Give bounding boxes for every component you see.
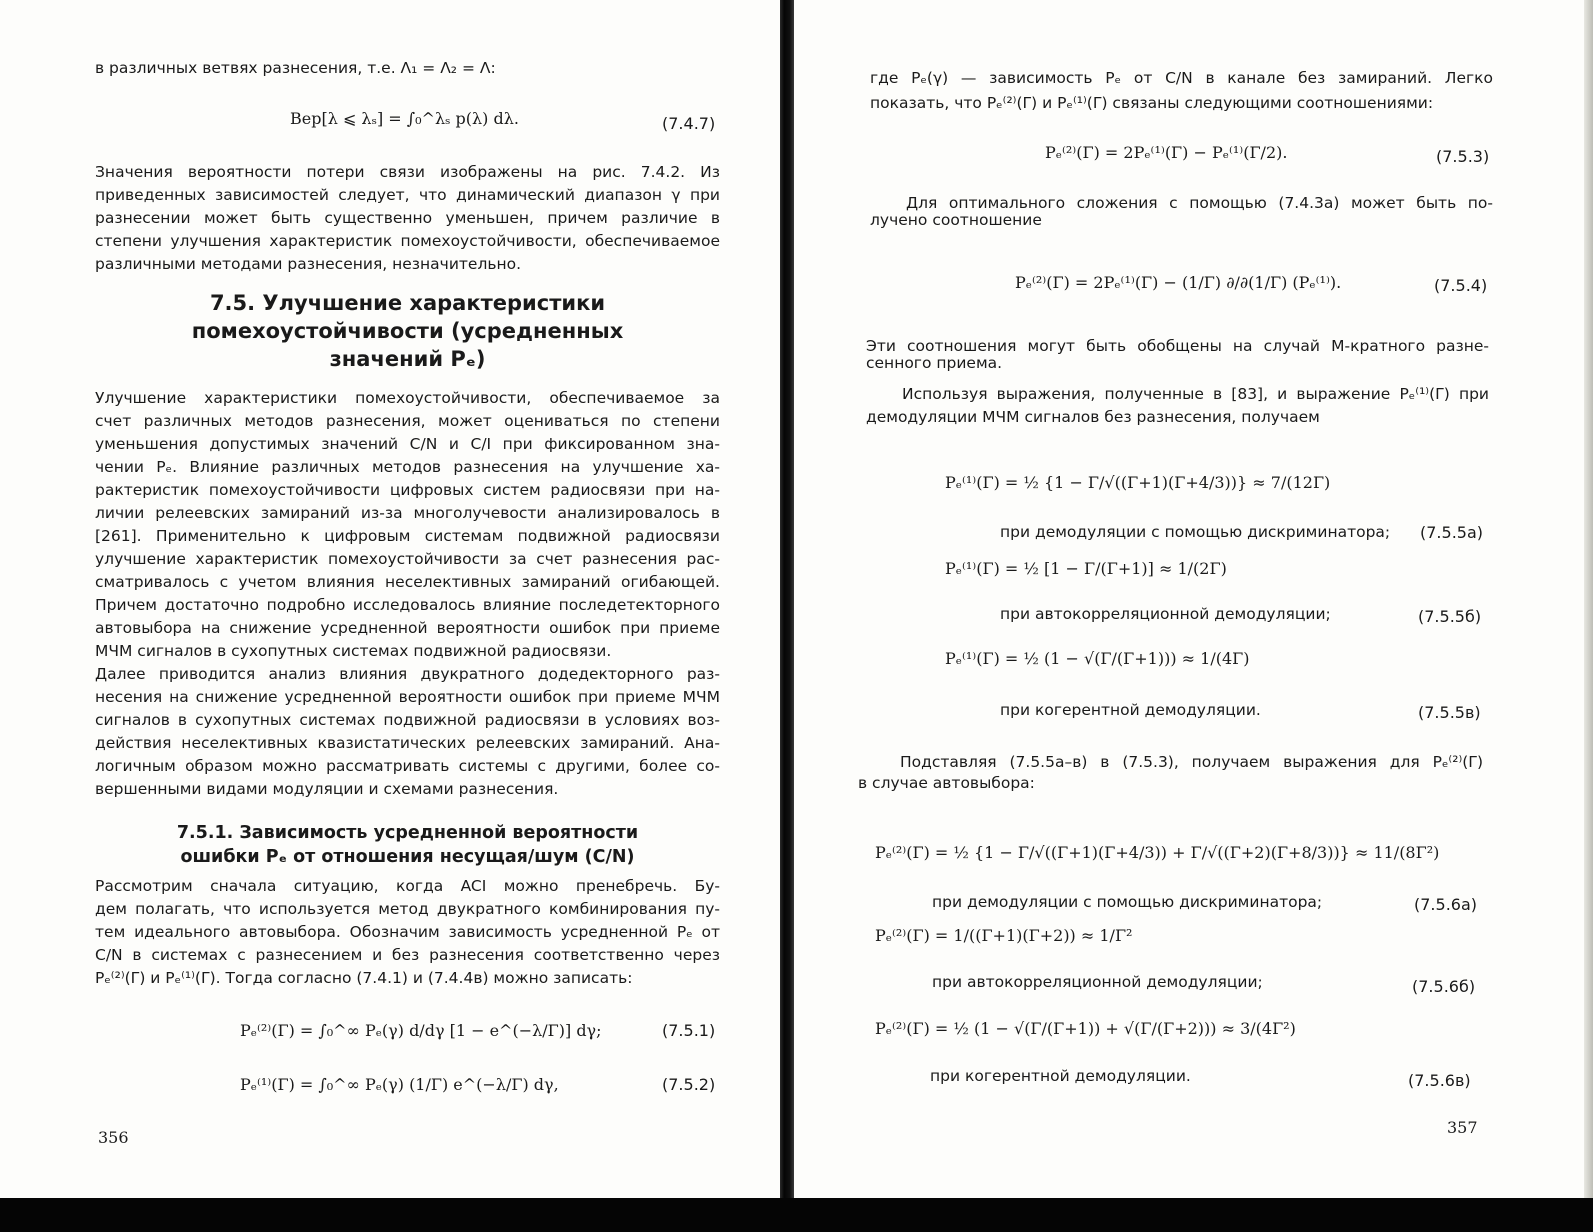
text-line: Используя выражения, полученные в [83], и выражение Pₑ⁽¹⁾(Γ) при [902,385,1489,403]
equation-number: (7.4.7) [662,114,716,133]
text-line: Причем достаточно подробно исследовалось влияние последетекторного [95,596,720,614]
left-page: в различных ветвях разнесения, т.е. Λ₁ = Λ₂ = Λ: Вер[λ ⩽ λₛ] = ∫₀^λₛ p(λ) dλ. (7.4.7) Значения вероятности потери связи изображены на рис. 7.4.2. Из приведенных зависимостей следует, что динамический диапазон γ при разнесении может быть существенно уменьшен, причем различие в степени улучшения характеристик помехоустойчивости, обеспечиваемое различными методами разнесения, незначительно. 7.5. Улучшение характеристики помехоустойчивости (усредненных значений Pₑ) Улучшение характеристики помехоустойчивости, обеспечиваемое за счет различных методов разнесения, может оцениваться по степени уменьшения допустимых значений C/N и C/I при фиксированном зна- чении Pₑ. Влияние различных методов разнесения на улучшение ха- рактеристик помехоустойчивости цифровых систем радиосвязи при на- личии релеевских замираний из-за многолучевости анализировалось в [261]. Применительно к цифровым системам подвижной радиосвязи улучшение характеристик помехоустойчивости за счет разнесения рас- сматривалось с учетом влияния неселективных замираний огибающей. Причем достаточно подробно исследовалось влияние последетекторного автовыбора на снижение усредненной вероятности ошибок при приеме МЧМ сигналов в сухопутных системах подвижной радиосвязи. Далее приводится анализ влияния двукратного додедекторного раз- несения на снижение усредненной вероятности ошибок при приеме МЧМ сигналов в сухопутных системах подвижной радиосвязи в условиях воз- действия неселективных квазистатических релеевских замираний. Ана- логичным образом можно рассматривать системы с другими, более со- вершенными видами модуляции и схемами разнесения. 7.5.1. Зависимость усредненной вероятности ошибки Pₑ от отношения несущая/шум (C/N) Рассмотрим сначала ситуацию, когда ACI можно пренебречь. Бу- дем полагать, что используется метод двукратного комбинирования пу- тем идеального автовыбора. Обозначим зависимость усредненной Pₑ от C/N в системах с разнесением и без разнесения соответственно через Pₑ⁽²⁾(Γ) и Pₑ⁽¹⁾(Γ). Тогда согласно (7.4.1) и (7.4.4в) можно записать: Pₑ⁽²⁾(Γ) = ∫₀^∞ Pₑ(γ) d/dγ [1 − e^(−λ/Γ)] dγ; (7.5.1) Pₑ⁽¹⁾(Γ) = ∫₀^∞ Pₑ(γ) (1/Γ) e^(−λ/Γ) dγ, (7.5.2) 356 [95,59,720,1147]
equation-7-4-7: Вер[λ ⩽ λₛ] = ∫₀^λₛ p(λ) dλ. [290,109,519,128]
text-line: рактеристик помехоустойчивости цифровых систем радиосвязи при на- [95,481,720,499]
equation-caption: при демодуляции с помощью дискриминатора; [932,893,1323,911]
text-line: вершенными видами модуляции и схемами разнесения. [95,780,559,798]
text-line: несения на снижение усредненной вероятности ошибок при приеме МЧМ [95,688,720,706]
equation-number: (7.5.5а) [1420,523,1483,542]
text-line: где Pₑ(γ) — зависимость Pₑ от C/N в канале без замираний. Легко [870,69,1493,87]
text-line: сматривалось с учетом влияния неселективных замираний огибающей. [95,573,720,591]
equation-caption: при автокорреляционной демодуляции; [1000,605,1331,623]
equation-7-5-1: Pₑ⁽²⁾(Γ) = ∫₀^∞ Pₑ(γ) d/dγ [1 − e^(−λ/Γ)] dγ; [240,1021,602,1040]
page-edge [1584,0,1593,1232]
equation-7-5-5c: Pₑ⁽¹⁾(Γ) = ½ (1 − √(Γ/(Γ+1))) ≈ 1/(4Γ) [945,649,1250,668]
equation-number: (7.5.1) [662,1021,716,1040]
equation-7-5-6b: Pₑ⁽²⁾(Γ) = 1/((Γ+1)(Γ+2)) ≈ 1/Γ² [875,926,1133,945]
text-line: C/N в системах с разнесением и без разнесения соответственно через [95,946,720,964]
text-line: приведенных зависимостей следует, что динамический диапазон γ при [95,186,720,204]
text-line: в случае автовыбора: [858,774,1035,792]
text-line: Эти соотношения могут быть обобщены на случай M-кратного разне- [866,337,1489,355]
equation-number: (7.5.4) [1434,276,1488,295]
equation-number: (7.5.2) [662,1075,716,1094]
text-line: показать, что Pₑ⁽²⁾(Γ) и Pₑ⁽¹⁾(Γ) связаны следующими соотношениями: [870,94,1434,112]
text-line: Рассмотрим сначала ситуацию, когда ACI можно пренебречь. Бу- [95,877,720,895]
equation-7-5-6c: Pₑ⁽²⁾(Γ) = ½ (1 − √(Γ/(Γ+1)) + √(Γ/(Γ+2))) ≈ 3/(4Γ²) [875,1019,1296,1038]
equation-caption: при демодуляции с помощью дискриминатора; [1000,523,1391,541]
text-line: улучшение характеристик помехоустойчивости за счет разнесения рас- [95,550,720,568]
text-line: разнесении может быть существенно уменьшен, причем различие в [95,209,720,227]
text-line: счет различных методов разнесения, может оцениваться по степени [95,412,720,430]
equation-caption: при когерентной демодуляции. [1000,701,1261,719]
text-line: Для оптимального сложения с помощью (7.4.3а) может быть по- [906,194,1493,212]
equation-number: (7.5.5б) [1418,607,1482,626]
equation-7-5-2: Pₑ⁽¹⁾(Γ) = ∫₀^∞ Pₑ(γ) (1/Γ) e^(−λ/Γ) dγ, [240,1075,559,1094]
text-line: степени улучшения характеристик помехоустойчивости, обеспечиваемое [95,232,720,250]
text-line: тем идеального автовыбора. Обозначим зависимость усредненной Pₑ от [95,923,720,941]
page-number: 356 [98,1128,129,1147]
equation-number: (7.5.6в) [1408,1071,1471,1090]
equation-7-5-3: Pₑ⁽²⁾(Γ) = 2Pₑ⁽¹⁾(Γ) − Pₑ⁽¹⁾(Γ/2). [1045,143,1288,162]
text-line: Далее приводится анализ влияния двукратного додедекторного раз- [95,665,720,683]
text-line: уменьшения допустимых значений C/N и C/I при фиксированном зна- [95,435,720,453]
text-line: Значения вероятности потери связи изображены на рис. 7.4.2. Из [95,163,720,181]
equation-7-5-5b: Pₑ⁽¹⁾(Γ) = ½ [1 − Γ/(Γ+1)] ≈ 1/(2Γ) [945,559,1227,578]
text-line: различными методами разнесения, незначительно. [95,255,522,273]
text-line: чении Pₑ. Влияние различных методов разнесения на улучшение ха- [95,458,720,476]
text-line: демодуляции МЧМ сигналов без разнесения, получаем [866,408,1320,426]
book-spine [780,0,794,1232]
equation-7-5-6a: Pₑ⁽²⁾(Γ) = ½ {1 − Γ/√((Γ+1)(Γ+4/3)) + Γ/√((Γ+2)(Γ+8/3))} ≈ 11/(8Γ²) [875,843,1440,862]
text-line: сенного приема. [866,354,1003,372]
page-number: 357 [1447,1118,1478,1137]
equation-caption: при когерентной демодуляции. [930,1067,1191,1085]
scan-bottom-border [0,1198,1593,1232]
right-page [800,0,1593,1232]
equation-number: (7.5.5в) [1418,703,1481,722]
text-line: действия неселективных квазистатических релеевских замираний. Ана- [95,734,720,752]
text-line: лучено соотношение [870,211,1042,229]
equation-number: (7.5.6б) [1412,977,1476,996]
text-line: [261]. Применительно к цифровым системам подвижной радиосвязи [95,527,720,545]
equation-7-5-4: Pₑ⁽²⁾(Γ) = 2Pₑ⁽¹⁾(Γ) − (1/Γ) ∂/∂(1/Γ) (Pₑ⁽¹⁾). [1015,273,1342,292]
text-line: автовыбора на снижение усредненной вероятности ошибок при приеме [95,619,720,637]
text-line: логичным образом можно рассматривать системы с другими, более со- [95,757,720,775]
text-line: в различных ветвях разнесения, т.е. Λ₁ = Λ₂ = Λ: [95,59,496,77]
equation-7-5-5a: Pₑ⁽¹⁾(Γ) = ½ {1 − Γ/√((Γ+1)(Γ+4/3))} ≈ 7/(12Γ) [945,473,1331,492]
text-line: МЧМ сигналов в сухопутных системах подвижной радиосвязи. [95,642,612,660]
equation-number: (7.5.3) [1436,147,1490,166]
text-line: Улучшение характеристики помехоустойчивости, обеспечиваемое за [95,389,720,407]
equation-caption: при автокорреляционной демодуляции; [932,973,1263,991]
text-line: Подставляя (7.5.5а–в) в (7.5.3), получаем выражения для Pₑ⁽²⁾(Γ) [900,753,1483,771]
text-line: дем полагать, что используется метод двукратного комбинирования пу- [95,900,720,918]
text-line: сигналов в сухопутных системах подвижной радиосвязи в условиях воз- [95,711,720,729]
equation-number: (7.5.6а) [1414,895,1477,914]
text-line: Pₑ⁽²⁾(Γ) и Pₑ⁽¹⁾(Γ). Тогда согласно (7.4.1) и (7.4.4в) можно записать: [95,969,633,987]
text-line: личии релеевских замираний из-за многолучевости анализировалось в [95,504,720,522]
